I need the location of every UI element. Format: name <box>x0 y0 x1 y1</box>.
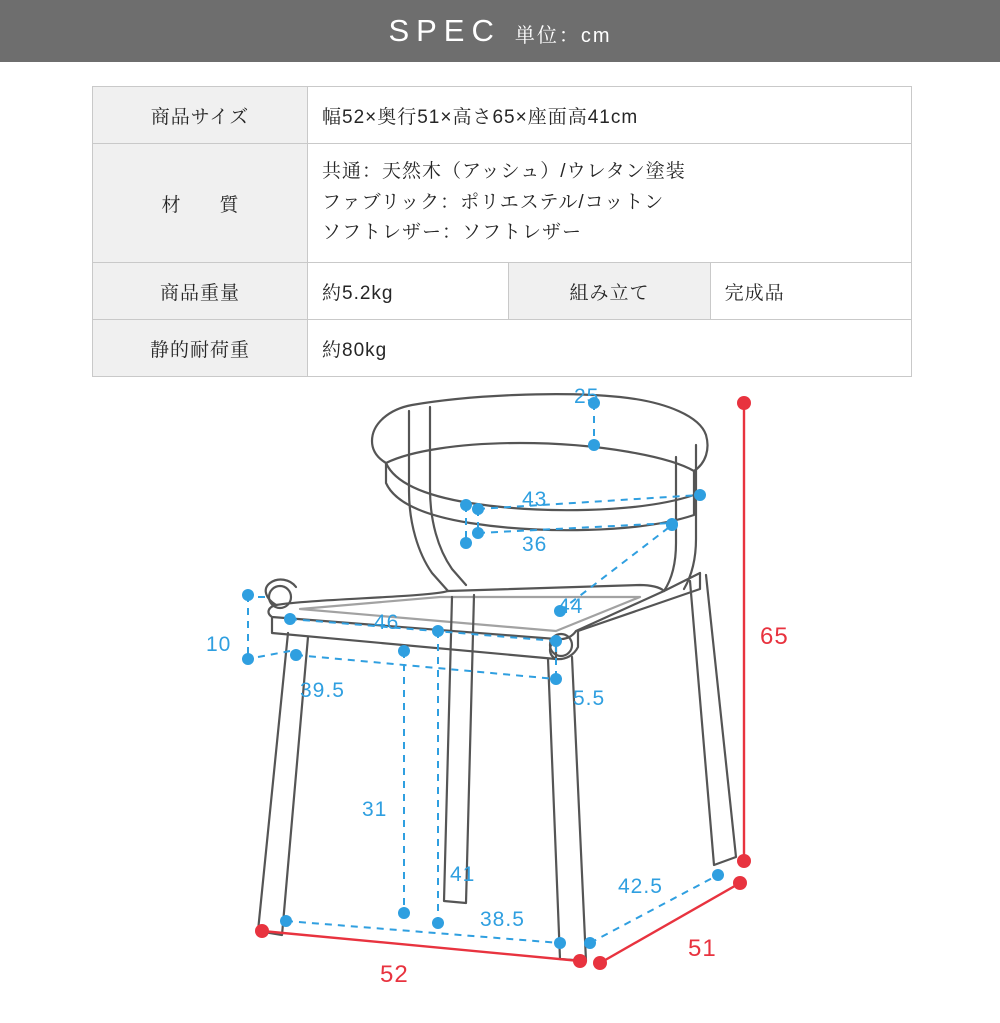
table-row <box>93 263 912 320</box>
blue-dimension-lines <box>248 403 718 943</box>
dim-label-total-width: 52 <box>380 961 409 988</box>
dim-label-seat-depth: 44 <box>558 595 584 618</box>
row-value-size: 幅52×奥行51×高さ65×座面高41cm <box>308 87 912 144</box>
row-label-material: 材 質 <box>93 144 308 263</box>
row-label-assembly: 組み立て <box>509 263 710 320</box>
dim-label-leg-spread-front: 38.5 <box>480 908 525 931</box>
row-label-load: 静的耐荷重 <box>93 320 308 377</box>
dim-label-armrest-height: 10 <box>206 633 232 656</box>
dim-label-seat-width: 46 <box>374 611 400 634</box>
row-value-assembly: 完成品 <box>710 263 911 320</box>
dim-label-total-depth: 51 <box>688 935 717 962</box>
dim-label-seat-edge-thickness: 5.5 <box>573 687 606 710</box>
dim-label-backrest-top-width: 25 <box>574 385 600 408</box>
row-label-weight: 商品重量 <box>93 263 308 320</box>
table-row <box>93 87 912 144</box>
row-label-size: 商品サイズ <box>93 87 308 144</box>
dim-label-seat-height: 41 <box>450 863 476 886</box>
spec-table <box>92 86 912 377</box>
spec-unit-note: 単位：cm <box>514 24 612 47</box>
material-line-2: ファブリック：ポリエステル/コットン <box>322 191 665 213</box>
material-line-1: 共通：天然木（アッシュ）/ウレタン塗装 <box>322 160 686 182</box>
spec-table-wrap <box>0 62 1000 377</box>
chair-outline <box>258 394 736 961</box>
row-value-weight: 約5.2kg <box>308 263 509 320</box>
dim-label-backrest-lower-width: 36 <box>522 533 548 556</box>
spec-header <box>0 0 1000 62</box>
table-row <box>93 320 912 377</box>
dim-label-leg-inner-height: 31 <box>362 798 388 821</box>
dim-label-backrest-upper-width: 43 <box>522 488 548 511</box>
dim-label-leg-spread-side: 42.5 <box>618 875 663 898</box>
spec-title: SPEC <box>388 13 501 48</box>
row-value-material <box>308 144 912 263</box>
table-row <box>93 144 912 263</box>
chair-dimension-diagram <box>0 383 1000 1023</box>
row-value-load: 約80kg <box>308 320 912 377</box>
dim-label-total-height: 65 <box>760 623 789 650</box>
material-line-3: ソフトレザー：ソフトレザー <box>322 222 583 244</box>
dim-label-seat-front-height: 39.5 <box>300 679 345 702</box>
